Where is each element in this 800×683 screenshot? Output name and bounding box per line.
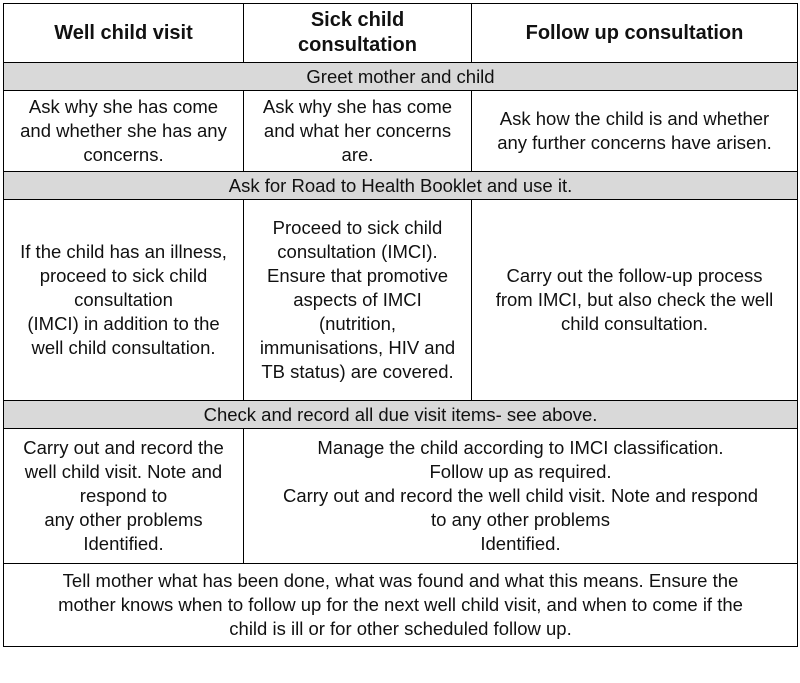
ask-sick-cell: Ask why she has come and what her concerns are. [244,91,472,172]
band-check [4,401,798,429]
tell-row [4,564,798,647]
band-booklet [4,172,798,200]
consultation-steps-table [3,3,798,647]
illness-well-cell: If the child has an illness, proceed to sick child consultation (IMCI) in addition to the well child consultation. [4,200,244,401]
record-well-cell: Carry out and record the well child visit. Note and respond to any other problems Identified. [4,429,244,564]
header-row [4,4,798,63]
ask-well-cell: Ask why she has come and whether she has any concerns. [4,91,244,172]
greet-cell: Greet mother and child [4,63,798,91]
booklet-cell: Ask for Road to Health Booklet and use it. [4,172,798,200]
manage-cell: Manage the child according to IMCI classification. Follow up as required. Carry out and record the well child visit. Note and respond to any other problems Identified. [244,429,798,564]
header-well-child-visit: Well child visit [4,4,244,63]
manage-row [4,429,798,564]
header-follow-up-consultation: Follow up consultation [472,4,798,63]
illness-row [4,200,798,401]
ask-follow-cell: Ask how the child is and whether any further concerns have arisen. [472,91,798,172]
illness-sick-cell: Proceed to sick child consultation (IMCI). Ensure that promotive aspects of IMCI (nutrition, immunisations, HIV and TB status) are covered. [244,200,472,401]
check-cell: Check and record all due visit items- see above. [4,401,798,429]
tell-cell: Tell mother what has been done, what was found and what this means. Ensure the mother knows when to follow up for the next well child visit, and when to come if the child is ill or for other scheduled follow up. [4,564,798,647]
header-sick-child-consultation: Sick child consultation [244,4,472,63]
band-greet [4,63,798,91]
illness-follow-cell: Carry out the follow-up process from IMCI, but also check the well child consultation. [472,200,798,401]
ask-row [4,91,798,172]
